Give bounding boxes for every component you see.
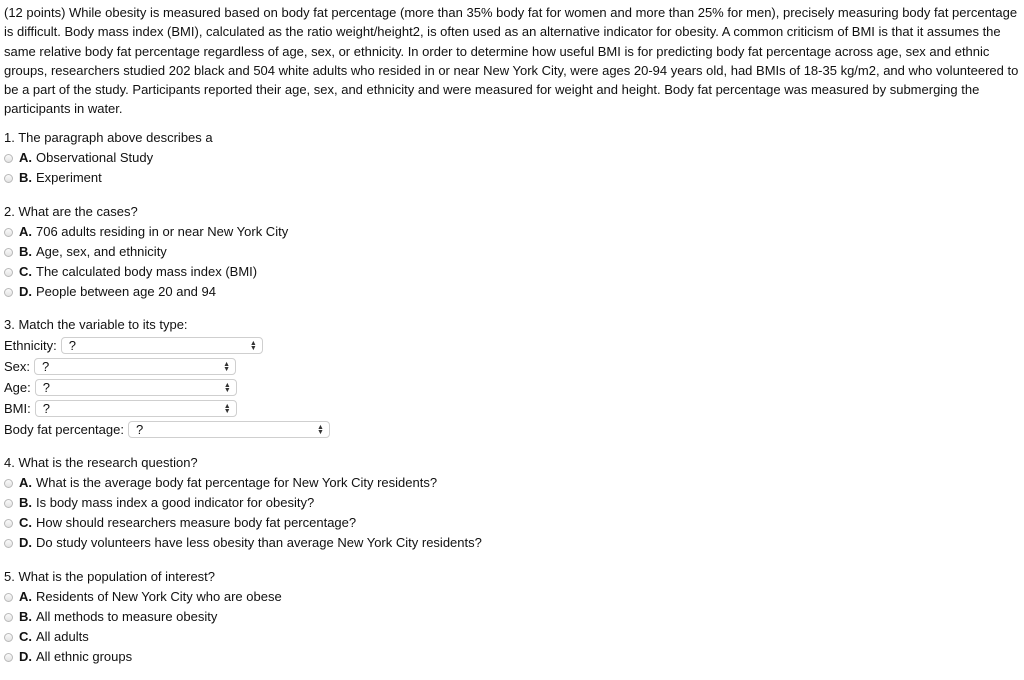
option-letter: C. [19, 515, 32, 530]
option-letter: C. [19, 264, 32, 279]
option-text: Is body mass index a good indicator for obesity? [36, 495, 315, 510]
select-arrows-icon: ▲ ▼ [223, 360, 231, 373]
q2-option-a-radio[interactable] [4, 228, 13, 237]
option-letter: A. [19, 224, 32, 239]
option-letter: C. [19, 629, 32, 644]
match-row-bmi [4, 398, 330, 419]
q4-option-c-radio[interactable] [4, 519, 13, 528]
option-text: All ethnic groups [36, 649, 133, 664]
intro-paragraph: (12 points) While obesity is measured based on body fat percentage (more than 35% body fat for women and more than 25% for men), precisely measuring body fat percentage is difficult. Body mass index (BMI), calculated as the ratio weight/height2, is often used as an alternative indicator for obesity. A common criticism of BMI is that it assumes the same relative body fat percentage regardless of age, sex, or ethnicity. In order to determine how useful BMI is for predicting body fat percentage across age, sex and ethnic groups, researchers studied 202 black and 504 white adults who resided in or near New York City, were ages 20-94 years old, had BMIs of 18-35 kg/m2, and who volunteered to be a part of the study. Participants reported their age, sex, and ethnicity and were measured for weight and height. Body fat percentage was measured by submerging the participants in water. [4, 5, 1019, 117]
option-text: All adults [36, 629, 89, 644]
option-letter: B. [19, 495, 32, 510]
q5-option-c[interactable] [4, 627, 282, 647]
q5-option-b[interactable] [4, 607, 282, 627]
sex-type-select[interactable] [34, 358, 236, 375]
quiz-page [4, 3, 1020, 664]
q2-option-a[interactable] [4, 222, 288, 242]
q4-option-d-radio[interactable] [4, 539, 13, 548]
select-arrows-icon: ▲ ▼ [223, 381, 231, 394]
option-letter: D. [19, 649, 32, 664]
option-text: What is the average body fat percentage for New York City residents? [36, 475, 438, 490]
q1-option-b[interactable] [4, 168, 213, 188]
q4-option-b[interactable] [4, 493, 482, 513]
option-letter: A. [19, 150, 32, 165]
match-row-age [4, 377, 330, 398]
q2-option-d-radio[interactable] [4, 288, 13, 297]
q1-option-a-radio[interactable] [4, 154, 13, 163]
question-4 [4, 453, 482, 553]
bmi-type-select[interactable] [35, 400, 237, 417]
q1-option-a[interactable] [4, 148, 213, 168]
question-2-title: 2. What are the cases? [4, 204, 138, 219]
q2-option-c[interactable] [4, 262, 288, 282]
match-label-age: Age: [4, 380, 31, 395]
q2-option-c-radio[interactable] [4, 268, 13, 277]
option-letter: B. [19, 170, 32, 185]
select-value: ? [42, 401, 50, 416]
q2-option-b-radio[interactable] [4, 248, 13, 257]
body-fat-type-select[interactable] [128, 421, 330, 438]
option-text: Experiment [36, 170, 102, 185]
match-row-ethnicity [4, 335, 330, 356]
question-1-title: 1. The paragraph above describes a [4, 130, 213, 145]
option-text: Observational Study [36, 150, 154, 165]
option-text: Residents of New York City who are obese [36, 589, 282, 604]
select-arrows-icon: ▲ ▼ [223, 402, 231, 415]
option-letter: D. [19, 535, 32, 550]
select-arrows-icon: ▲ ▼ [317, 423, 324, 436]
option-letter: B. [19, 609, 32, 624]
q4-option-d[interactable] [4, 533, 482, 553]
question-3-title: 3. Match the variable to its type: [4, 317, 188, 332]
question-1 [4, 128, 213, 188]
match-label-bmi: BMI: [4, 401, 31, 416]
match-row-sex [4, 356, 330, 377]
ethnicity-type-select[interactable] [61, 337, 263, 354]
option-text: The calculated body mass index (BMI) [36, 264, 258, 279]
match-label-sex: Sex: [4, 359, 31, 374]
q4-option-c[interactable] [4, 513, 482, 533]
match-row-body-fat [4, 419, 330, 440]
select-value: ? [68, 338, 76, 353]
option-text: Do study volunteers have less obesity than average New York City residents? [36, 535, 482, 550]
q5-option-a-radio[interactable] [4, 593, 13, 602]
option-text: How should researchers measure body fat percentage? [36, 515, 357, 530]
select-value: ? [42, 380, 50, 395]
option-letter: A. [19, 475, 32, 490]
option-letter: D. [19, 284, 32, 299]
q5-option-a[interactable] [4, 587, 282, 607]
match-label-ethnicity: Ethnicity: [4, 338, 57, 353]
question-5 [4, 567, 282, 667]
q4-option-a-radio[interactable] [4, 479, 13, 488]
question-2 [4, 202, 288, 302]
option-text: 706 adults residing in or near New York City [36, 224, 289, 239]
option-text: All methods to measure obesity [36, 609, 218, 624]
q5-option-d-radio[interactable] [4, 653, 13, 662]
q4-option-a[interactable] [4, 473, 482, 493]
select-arrows-icon: ▲ ▼ [249, 339, 257, 352]
q2-option-b[interactable] [4, 242, 288, 262]
question-4-title: 4. What is the research question? [4, 455, 198, 470]
q5-option-c-radio[interactable] [4, 633, 13, 642]
q4-option-b-radio[interactable] [4, 499, 13, 508]
option-letter: B. [19, 244, 32, 259]
option-letter: A. [19, 589, 32, 604]
question-3 [4, 315, 330, 440]
q1-option-b-radio[interactable] [4, 174, 13, 183]
age-type-select[interactable] [35, 379, 237, 396]
q5-option-d[interactable] [4, 647, 282, 667]
option-text: People between age 20 and 94 [36, 284, 216, 299]
q2-option-d[interactable] [4, 282, 288, 302]
select-value: ? [42, 359, 50, 374]
match-label-body-fat: Body fat percentage: [4, 422, 124, 437]
question-5-title: 5. What is the population of interest? [4, 569, 216, 584]
q5-option-b-radio[interactable] [4, 613, 13, 622]
select-value: ? [135, 422, 144, 437]
option-text: Age, sex, and ethnicity [36, 244, 167, 259]
